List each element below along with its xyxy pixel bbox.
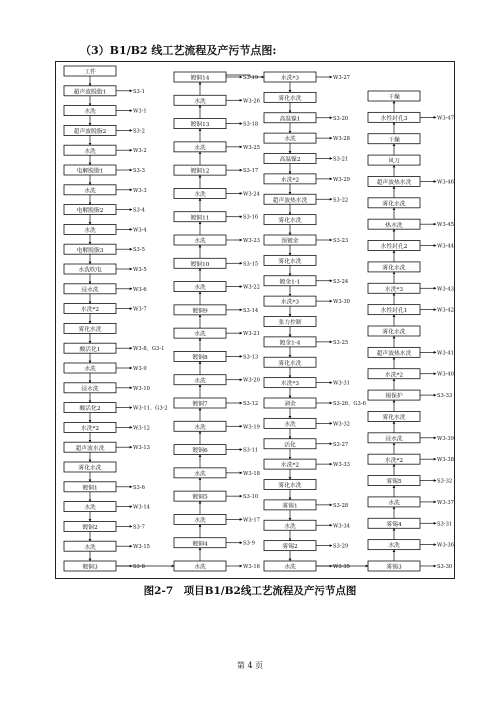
process-label: 雾化水洗 [382,415,406,422]
process-label: 镀铜8 [192,355,208,362]
process-label: 高温镍1 [279,116,301,123]
pollution-code: W3-33 [333,462,350,469]
process-label: 水洗 [194,471,206,478]
pollution-code: W3-15 [133,544,150,551]
pollution-code: W3-43 [437,286,454,293]
pollution-code: W3-6 [133,286,147,293]
pollution-code: S3-29 [333,543,349,550]
process-label: 雾化水洗 [382,265,406,272]
process-label: 镀铜1 [82,485,98,492]
process-label: 雾锡5 [386,479,402,486]
process-label: 水洗 [194,285,206,292]
figure-caption: 图2-7 项目B1/B2线工艺流程及产污节点图 [143,585,357,597]
process-label: 镀铜9 [192,308,208,315]
pollution-code: W3-31 [333,380,350,387]
pollution-code: S3-17 [243,168,259,175]
process-label: 镀金1-1 [279,279,301,286]
process-label: 镀铜3 [82,564,98,571]
process-label: 活化 [284,442,296,449]
pollution-code: S3-1 [133,88,145,95]
process-label: 水洗*2 [280,462,300,469]
pollution-code: S3-5 [133,247,145,254]
pollution-code: S3-12 [243,401,259,407]
process-label: 水性封孔3 [380,115,408,122]
process-label: 水洗 [284,523,296,530]
pollution-code: W3-19 [243,424,260,431]
pollution-code: W3-32 [333,421,350,428]
pollution-code: W3-24 [243,191,260,198]
pollution-code: W3-18 [243,470,260,477]
pollution-code: W3-16 [243,564,260,570]
process-label: 水性封孔1 [380,308,408,315]
process-label: 雾锡3 [386,564,402,571]
pollution-code: S3-18 [243,121,259,128]
process-label: 电解脱脂2 [76,208,104,215]
pollution-code: W3-13 [133,445,150,452]
pollution-code: S3-9 [243,540,255,547]
process-label: 超声波热水洗 [376,350,412,357]
pollution-code: W3-35 [333,564,350,570]
pollution-code: W3-20 [243,377,260,384]
process-label: 雾锡4 [386,521,402,528]
pollution-code: S3-2 [133,128,145,135]
pollution-code: S3-19 [243,75,259,81]
pollution-code: W3-4 [133,227,147,234]
pollution-code: W3-3 [133,187,147,194]
pollution-code: S3-28 [333,502,349,509]
process-label: 电解脱脂3 [76,247,104,254]
pollution-code: S3-4 [133,207,145,214]
process-label: 雾化水洗 [278,218,302,225]
process-label: 镀铜14 [190,75,210,82]
pollution-code: W3-37 [437,499,454,506]
process-label: 水洗*2 [80,426,100,432]
process-label: 镀铜7 [192,401,208,408]
pollution-code: W3-47 [437,115,454,122]
pollution-code: W3-39 [437,435,454,442]
pollution-code: W3-29 [333,176,350,183]
process-label: 水洗*3 [280,75,300,82]
pollution-code: S3-21 [333,156,349,163]
pollution-code: S3-14 [243,307,259,314]
process-label: 雾化水洗 [278,95,302,102]
pollution-code: S3-32 [437,478,453,485]
pollution-code: S3-25 [333,339,349,346]
process-label: 水洗 [388,500,400,507]
process-label: 水洗 [194,145,206,152]
pollution-code: W3-11、G3-2 [133,405,168,412]
process-label: 超声波水洗 [75,445,105,452]
page-number: 第 4 页 [236,661,264,670]
pollution-code: W3-21 [243,331,260,338]
pollution-code: S3-30 [437,564,453,570]
process-label: 超声波脱脂1 [73,89,107,96]
pollution-code: S3-22 [333,197,349,204]
process-label: 雾化水洗 [278,258,302,265]
process-label: 雾化水洗 [78,465,102,472]
process-label: 超声波热水洗 [376,180,412,187]
pollution-code: W3-45 [437,222,454,229]
pollution-code: W3-10 [133,385,150,392]
process-label: 预镀金 [281,238,299,245]
pollution-code: W3-38 [437,457,454,464]
process-label: 水洗 [84,109,96,116]
process-label: 锡保护 [385,393,403,400]
process-label: 浸水洗 [385,436,403,443]
process-label: 水性封孔2 [380,244,408,251]
process-label: 水洗*3 [280,299,300,306]
pollution-code: S3-3 [133,168,145,174]
process-label: 张力控制 [278,320,302,327]
process-label: 镀铜6 [192,448,208,455]
pollution-code: W3-7 [133,306,147,313]
pollution-code: S3-8 [133,564,145,570]
pollution-code: W3-17 [243,517,260,524]
process-label: 水洗*3 [280,381,300,388]
process-label: 超声波热水洗 [272,197,308,204]
process-label: 雾锡2 [282,544,298,551]
process-label: 水洗*2 [280,177,300,184]
process-label: 镀金1-4 [279,340,301,347]
process-label: 水洗 [84,148,96,155]
pollution-code: S3-13 [243,354,259,361]
process-label: 高温镍2 [279,157,301,164]
pollution-code: W3-36 [437,542,454,549]
pollution-code: W3-9 [133,366,147,372]
process-label: 剥金 [284,401,296,408]
process-label: 水洗*3 [384,286,404,293]
process-label: 水洗*2 [384,372,404,379]
process-label: 水洗 [194,378,206,385]
process-label: 干燥 [388,94,400,101]
process-label: 镀铜13 [190,122,210,129]
pollution-code: W3-14 [133,504,150,511]
pollution-code: S3-15 [243,261,259,268]
process-label: 水洗*2 [384,457,404,464]
pollution-code: W3-41 [437,350,454,357]
pollution-code: W3-44 [437,243,454,250]
process-label: 水洗*2 [80,307,100,314]
pollution-code: S3-26、G3-6 [333,401,366,407]
pollution-code: S3-24 [333,278,349,285]
process-label: 水洗 [194,424,206,431]
pollution-code: S3-6 [133,484,145,491]
pollution-code: W3-22 [243,284,260,291]
process-label: 浸水洗 [81,386,99,393]
process-label: 酸活化1 [79,346,101,353]
pollution-code: W3-28 [333,136,350,143]
pollution-code: W3-46 [437,179,454,186]
process-label: 镀铜10 [190,261,210,268]
process-label: 镀铜11 [190,215,210,222]
process-label: 水洗 [194,564,206,571]
pollution-code: W3-25 [243,144,260,151]
process-label: 镀铜12 [190,168,210,175]
pollution-code: S3-33 [437,393,453,400]
process-label: 水洗 [194,192,206,199]
pollution-code: W3-1 [133,108,147,115]
process-label: 水洗 [84,228,96,234]
process-label: 水洗 [84,366,96,373]
pollution-code: S3-20 [333,115,349,122]
process-label: 水洗 [194,518,206,525]
process-label: 电解脱脂1 [76,168,104,175]
process-label: 水洗吹电 [78,267,102,274]
process-label: 水洗 [194,98,206,105]
pollution-code: S3-23 [333,238,349,244]
process-label: 雾化水洗 [278,483,302,490]
process-label: 水洗 [84,505,96,512]
process-label: 水洗 [194,331,206,338]
pollution-code: W3-26 [243,98,260,105]
process-label: 热水洗 [385,222,403,229]
section-heading: （3）B1/B2 线工艺流程及产污节点图: [80,44,277,57]
process-label: 超声波脱脂2 [73,129,107,135]
process-label: 雾化水洗 [78,327,102,333]
process-label: 水洗 [284,564,296,571]
process-label: 雾化水洗 [278,360,302,367]
pollution-code: W3-34 [333,523,350,530]
pollution-code: W3-40 [437,371,454,378]
process-label: 镀铜4 [192,541,208,548]
process-label: 浸水洗 [81,287,99,294]
process-label: 工件 [84,69,96,76]
pollution-code: W3-30 [333,299,350,306]
process-label: 雾化水洗 [382,329,406,336]
pollution-code: W3-42 [437,307,454,314]
pollution-code: W3-23 [243,238,260,244]
pollution-code: W3-5 [133,267,147,273]
pollution-code: S3-31 [437,521,453,528]
process-label: 水洗 [194,238,206,245]
pollution-code: W3-8、G3-1 [133,346,165,353]
process-label: 干燥 [388,137,400,144]
process-label: 雾化水洗 [382,201,406,208]
process-label: 水洗 [284,136,296,143]
pollution-code: S3-7 [133,524,145,531]
pollution-code: S3-27 [333,441,349,448]
pollution-code: S3-16 [243,214,259,221]
pollution-code: S3-10 [243,494,259,501]
process-label: 水洗 [388,543,400,550]
pollution-code: W3-12 [133,425,150,432]
pollution-code: W3-2 [133,148,147,155]
process-label: 风刀 [388,158,400,165]
process-label: 镀铜5 [192,494,208,501]
process-label: 酸活化2 [79,406,101,413]
process-label: 雾锡1 [282,503,298,510]
process-label: 水洗 [284,421,296,428]
process-label: 镀铜2 [82,525,98,531]
pollution-code: S3-11 [243,447,259,454]
process-label: 水洗 [84,544,96,551]
pollution-code: W3-27 [333,75,350,81]
process-label: 水洗 [84,188,96,195]
